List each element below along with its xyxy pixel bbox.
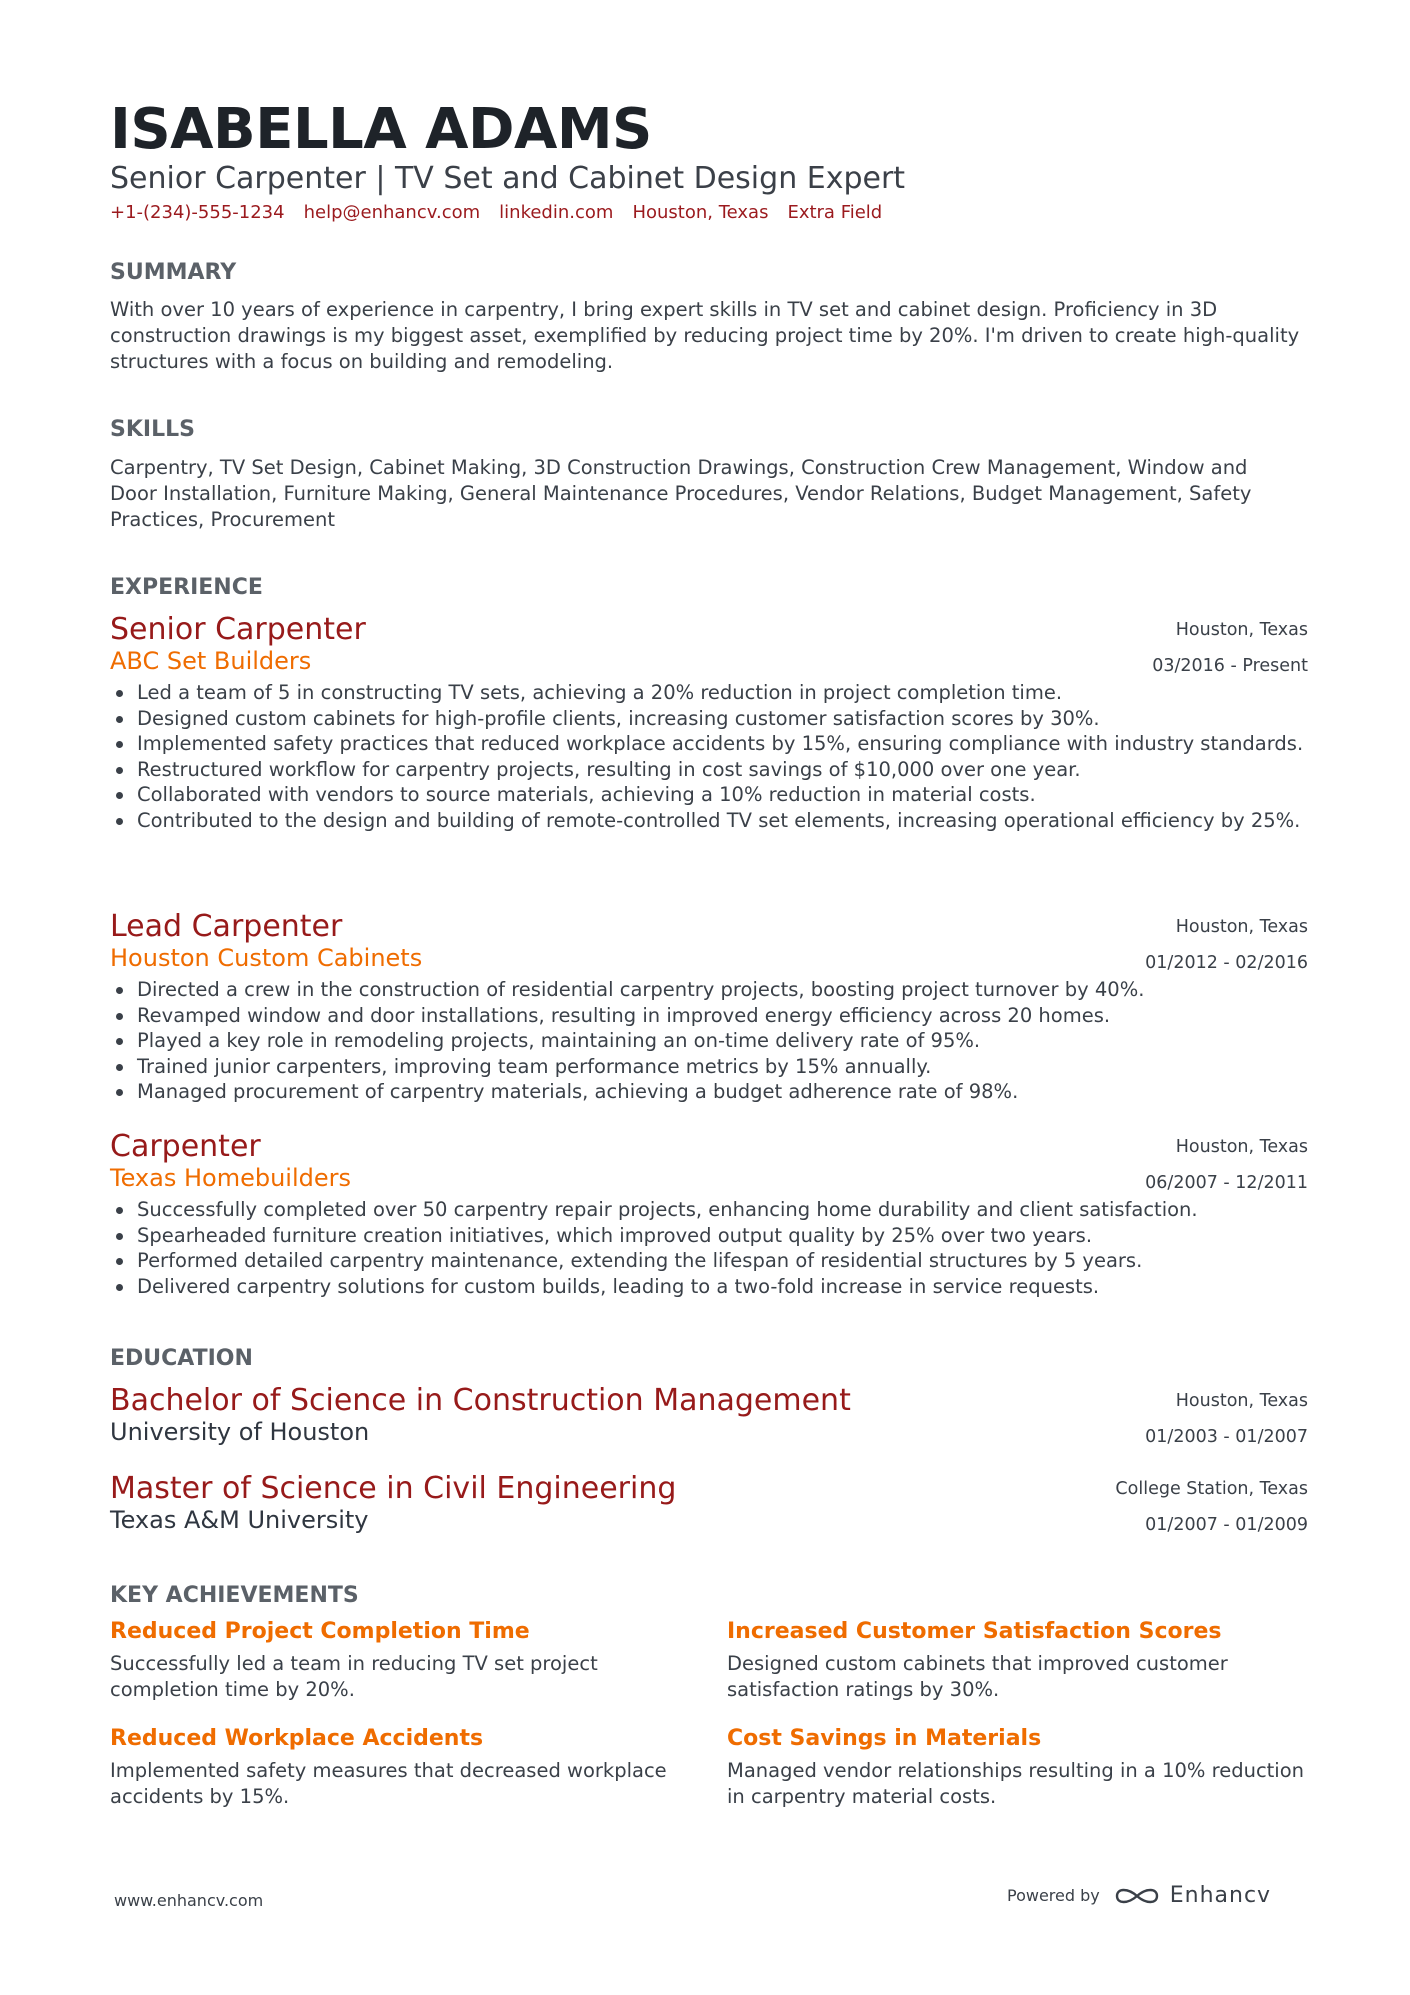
bullet-item: Successfully completed over 50 carpentry repair projects, enhancing home durability and client satisfaction. [110, 1197, 1307, 1223]
job-company: Texas Homebuilders [110, 1164, 351, 1192]
job-company: ABC Set Builders [110, 647, 312, 675]
contact-location: Houston, Texas [632, 202, 769, 223]
achievement-item [110, 1724, 690, 1810]
achievement-title: Cost Savings in Materials [727, 1726, 1042, 1751]
bullet-item: Designed custom cabinets for high-profile clients, increasing customer satisfaction scores by 30%. [110, 706, 1307, 732]
contact-linkedin[interactable]: linkedin.com [499, 202, 614, 223]
edu-meta [1115, 1471, 1308, 1543]
education-entry [110, 1471, 1308, 1535]
job-title: Senior Carpenter [110, 612, 366, 647]
job-company: Houston Custom Cabinets [110, 944, 423, 972]
brand-name: Enhancv [1169, 1883, 1272, 1908]
achievement-desc: Successfully led a team in reducing TV set project completion time by 20%. [110, 1652, 598, 1701]
powered-by-label: Powered by [1007, 1886, 1100, 1905]
job-location: Houston, Texas [1175, 917, 1308, 937]
job-bullets [110, 977, 1308, 1105]
footer-website[interactable]: www.enhancv.com [114, 1891, 264, 1910]
achievements-heading: KEY ACHIEVEMENTS [110, 1583, 359, 1608]
edu-meta [1145, 1383, 1308, 1455]
job-bullets [110, 680, 1308, 834]
job-entry [110, 909, 1308, 1105]
job-bullets [110, 1197, 1308, 1299]
bullet-item: Directed a crew in the construction of residential carpentry projects, boosting project turnover by 40%. [110, 977, 1307, 1003]
brand-logo[interactable] [1114, 1883, 1271, 1909]
bullet-item: Spearheaded furniture creation initiatives, which improved output quality by 25% over two years. [110, 1223, 1307, 1249]
job-dates: 06/2007 - 12/2011 [1145, 1173, 1308, 1193]
summary-heading: SUMMARY [110, 260, 237, 285]
achievement-title: Reduced Workplace Accidents [110, 1726, 484, 1751]
achievement-item [727, 1617, 1307, 1703]
contact-email[interactable]: help@enhancv.com [303, 202, 481, 223]
job-location: Houston, Texas [1175, 620, 1308, 640]
achievement-title: Increased Customer Satisfaction Scores [727, 1619, 1222, 1644]
contact-list [110, 201, 882, 225]
job-meta [1145, 1129, 1308, 1201]
edu-dates: 01/2003 - 01/2007 [1145, 1427, 1308, 1447]
candidate-name: ISABELLA ADAMS [110, 97, 652, 162]
achievement-desc: Designed custom cabinets that improved customer satisfaction ratings by 30%. [727, 1652, 1228, 1701]
job-meta [1152, 612, 1308, 684]
bullet-item: Trained junior carpenters, improving team performance metrics by 15% annually. [110, 1054, 1307, 1080]
job-dates: 01/2012 - 02/2016 [1145, 953, 1308, 973]
edu-dates: 01/2007 - 01/2009 [1145, 1515, 1308, 1535]
bullet-item: Restructured workflow for carpentry projects, resulting in cost savings of $10,000 over one year. [110, 757, 1307, 783]
bullet-item: Implemented safety practices that reduced workplace accidents by 15%, ensuring compliance with industry standards. [110, 731, 1307, 757]
skills-heading: SKILLS [110, 417, 195, 442]
bullet-item: Revamped window and door installations, resulting in improved energy efficiency across 20 homes. [110, 1003, 1307, 1029]
bullet-item: Delivered carpentry solutions for custom builds, leading to a two-fold increase in service requests. [110, 1274, 1307, 1300]
job-title: Carpenter [110, 1129, 261, 1164]
achievement-item [727, 1724, 1307, 1810]
edu-school: University of Houston [110, 1418, 370, 1446]
edu-location: College Station, Texas [1115, 1479, 1308, 1499]
achievement-desc: Managed vendor relationships resulting in a 10% reduction in carpentry material costs. [727, 1759, 1305, 1808]
achievement-title: Reduced Project Completion Time [110, 1619, 530, 1644]
job-title: Lead Carpenter [110, 909, 343, 944]
summary-text: With over 10 years of experience in carpentry, I bring expert skills in TV set and cabinet design. Proficiency in 3D construction drawings is my biggest asset, exemplified by reducing project time by 20%. I'm driven to create high-quality structures with a focus on building and remodeling. [110, 298, 1300, 373]
enhancv-logo-icon [1114, 1883, 1160, 1909]
job-entry [110, 1129, 1308, 1299]
experience-heading: EXPERIENCE [110, 575, 263, 600]
job-dates: 03/2016 - Present [1152, 656, 1308, 676]
edu-school: Texas A&M University [110, 1506, 369, 1534]
job-entry [110, 612, 1308, 834]
bullet-item: Led a team of 5 in constructing TV sets, achieving a 20% reduction in project completion time. [110, 680, 1307, 706]
contact-phone[interactable]: +1-(234)-555-1234 [110, 202, 285, 223]
education-heading: EDUCATION [110, 1346, 253, 1371]
bullet-item: Played a key role in remodeling projects, maintaining an on-time delivery rate of 95%. [110, 1028, 1307, 1054]
edu-location: Houston, Texas [1175, 1391, 1308, 1411]
bullet-item: Collaborated with vendors to source materials, achieving a 10% reduction in material costs. [110, 782, 1307, 808]
bullet-item: Contributed to the design and building of remote-controlled TV set elements, increasing operational efficiency by 25%. [110, 808, 1307, 834]
candidate-title: Senior Carpenter | TV Set and Cabinet Design Expert [110, 161, 906, 196]
edu-degree: Bachelor of Science in Construction Management [110, 1383, 851, 1418]
achievement-desc: Implemented safety measures that decreased workplace accidents by 15%. [110, 1759, 667, 1808]
achievement-item [110, 1617, 690, 1703]
education-entry [110, 1383, 1308, 1447]
footer-powered [1007, 1883, 1271, 1909]
skills-text: Carpentry, TV Set Design, Cabinet Making, 3D Construction Drawings, Construction Crew Management, Window and Door Installation, Furniture Making, General Maintenance Procedures, Vendor Relations, Budget Management, Safety Practices, Procurement [110, 456, 1252, 531]
edu-degree: Master of Science in Civil Engineering [110, 1471, 677, 1506]
job-meta [1145, 909, 1308, 981]
contact-extra-field: Extra Field [787, 202, 883, 223]
bullet-item: Performed detailed carpentry maintenance, extending the lifespan of residential structures by 5 years. [110, 1248, 1307, 1274]
bullet-item: Managed procurement of carpentry materials, achieving a budget adherence rate of 98%. [110, 1079, 1307, 1105]
job-location: Houston, Texas [1175, 1137, 1308, 1157]
